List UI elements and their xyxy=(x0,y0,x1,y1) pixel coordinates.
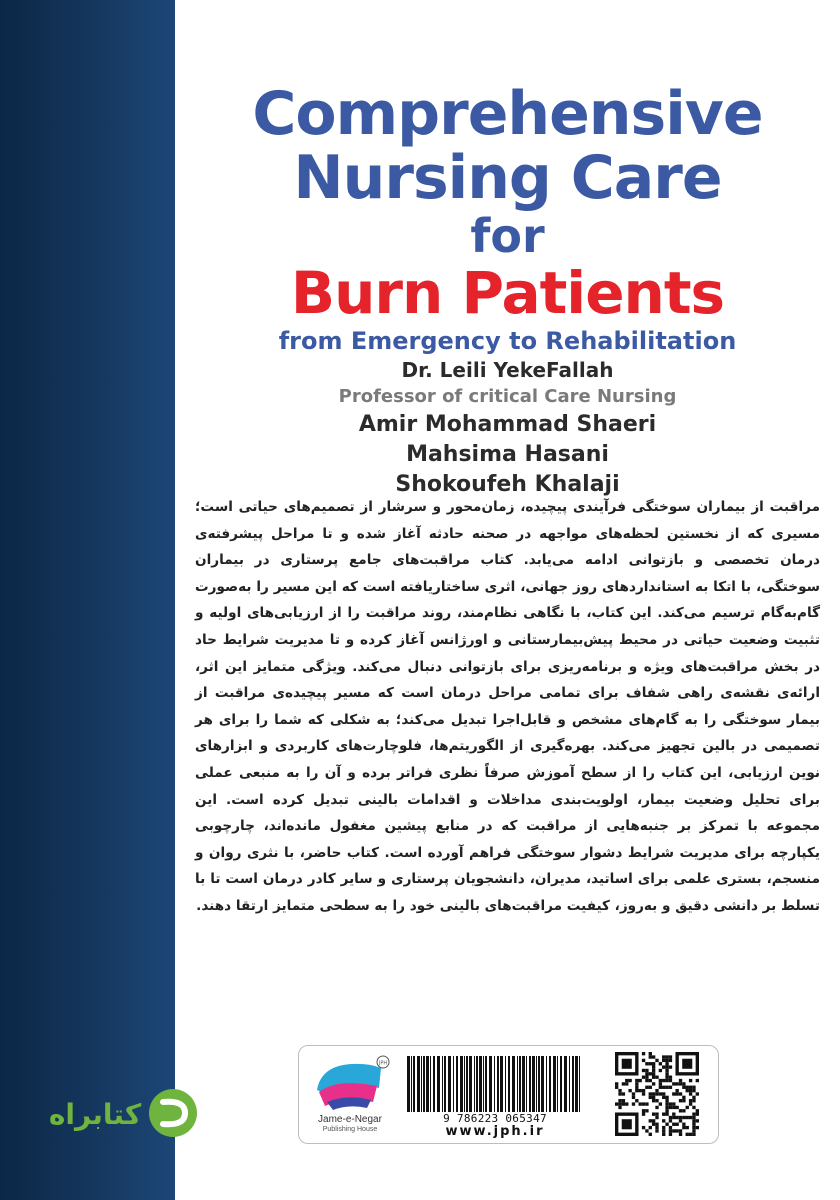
barcode-bar xyxy=(489,1056,492,1112)
qr-module xyxy=(689,1086,692,1089)
barcode-bar xyxy=(529,1056,531,1112)
publisher-badge: JPH xyxy=(378,1060,388,1067)
qr-module xyxy=(649,1119,652,1122)
qr-module xyxy=(679,1116,682,1119)
qr-module xyxy=(645,1129,648,1132)
qr-module xyxy=(642,1052,645,1055)
qr-module xyxy=(655,1116,658,1119)
barcode-bar xyxy=(546,1056,547,1112)
qr-module xyxy=(669,1059,672,1062)
barcode-bar xyxy=(541,1056,544,1112)
qr-module xyxy=(632,1102,635,1105)
qr-module xyxy=(652,1069,655,1072)
qr-module xyxy=(679,1119,682,1122)
barcode-bar xyxy=(517,1056,518,1112)
qr-module xyxy=(625,1102,628,1105)
qr-module xyxy=(672,1092,675,1095)
qr-module xyxy=(618,1089,621,1092)
qr-module xyxy=(652,1082,655,1085)
qr-module xyxy=(618,1102,621,1105)
qr-module xyxy=(622,1092,625,1095)
qr-module xyxy=(692,1106,695,1109)
barcode-bar xyxy=(569,1056,570,1112)
book-description: مراقبت از بیماران سوختگی فرآیندی پیچیده، زمان‌محور و سرشار از تصمیم‌های حیاتی است؛ مسیری که از نخستین لحظه‌های مواجهه در صحنه حادثه آغاز شده و تا مراحل پیشرفته‌ی درمان تخصصی و بازتوانی ادامه می‌یابد. کتاب مراقبت‌های جامع پرستاری در بیماران سوختگی، با اتکا به استانداردهای روز جهانی، اثری ساختاریافته است که این مسیر را به‌صورت گام‌به‌گام ترسیم می‌کند. این کتاب، با نگاهی نظام‌مند، روند مراقبت را از ارزیابی‌های اولیه و تثبیت وضعیت حیاتی در محیط پیش‌بیمارستانی و اورژانس آغاز کرده و تا مدیریت شرایط حاد در بخش مراقبت‌های ویژه و برنامه‌ریزی برای بازتوانی دنبال می‌کند. ویژگی متمایز این اثر، ارائه‌ی نقشه‌ی راهی شفاف برای تمامی مراحل درمان است که مسیر پیچیده‌ی مراقبت از بیمار سوختگی را به گام‌های مشخص و قابل‌اجرا تبدیل می‌کند؛ به شکلی که شما را برای هر تصمیمی در بالین تجهیز می‌کند. بهره‌گیری از الگوریتم‌ها، فلوچارت‌های کاربردی و ابزارهای نوین ارزیابی، این کتاب را از سطح آموزش صرفاً نظری فراتر برده و آن را به منبعی عملی برای تحلیل وضعیت بیمار، اولویت‌بندی مداخلات و اقدامات بالینی تبدیل کرده است. این مجموعه با تمرکز بر جنبه‌هایی از مراقبت که در منابع پیشین مغفول مانده‌اند، چارچوبی یکپارچه برای مدیریت شرایط دشوار سوختگی فراهم آورده است. کتاب حاضر، با نثری روان و منسجم، بستری علمی برای اساتید، مدیران، دانشجویان پرستاری و سایر کادر درمان است تا با تسلط بر دانشی دقیق و به‌روز، کیفیت مراقبت‌های بالینی خود را به سطحی متمایز ارتقا دهند. xyxy=(195,499,820,914)
qr-module xyxy=(665,1086,668,1089)
qr-module xyxy=(692,1099,695,1102)
qr-module xyxy=(662,1092,665,1095)
qr-module xyxy=(652,1119,655,1122)
qr-module xyxy=(652,1072,655,1075)
qr-module xyxy=(649,1092,652,1095)
qr-module xyxy=(689,1092,692,1095)
qr-module xyxy=(692,1112,695,1115)
qr-module xyxy=(645,1109,648,1112)
qr-module xyxy=(655,1112,658,1115)
qr-module xyxy=(655,1076,658,1079)
qr-module xyxy=(682,1099,685,1102)
qr-module xyxy=(645,1086,648,1089)
qr-module xyxy=(635,1082,638,1085)
qr-module xyxy=(618,1099,621,1102)
qr-module xyxy=(655,1092,658,1095)
qr-module xyxy=(686,1133,689,1136)
qr-module xyxy=(672,1082,675,1085)
barcode-bar xyxy=(560,1056,562,1112)
qr-module xyxy=(659,1102,662,1105)
qr-module xyxy=(642,1089,645,1092)
coauthor: Mahsima Hasani xyxy=(406,442,609,467)
qr-module xyxy=(645,1102,648,1105)
barcode-bar xyxy=(476,1056,478,1112)
barcode-bar xyxy=(536,1056,537,1112)
lead-author: Dr. Leili YekeFallah xyxy=(401,358,614,382)
qr-module xyxy=(659,1062,662,1065)
qr-module xyxy=(686,1089,689,1092)
qr-module xyxy=(689,1089,692,1092)
qr-module xyxy=(662,1086,665,1089)
qr-module xyxy=(642,1059,645,1062)
title-line-burn-patients: Burn Patients xyxy=(290,259,725,327)
barcode-bar xyxy=(442,1056,443,1112)
qr-module xyxy=(692,1129,695,1132)
qr-module xyxy=(665,1059,668,1062)
qr-module xyxy=(662,1133,665,1136)
qr-module xyxy=(682,1109,685,1112)
barcode-bar xyxy=(421,1056,422,1112)
qr-module xyxy=(689,1133,692,1136)
barcode-bar xyxy=(460,1056,463,1112)
qr-module xyxy=(696,1112,699,1115)
qr-module xyxy=(665,1062,668,1065)
qr-module xyxy=(649,1133,652,1136)
qr-module xyxy=(682,1126,685,1129)
qr-module xyxy=(679,1133,682,1136)
qr-module xyxy=(686,1126,689,1129)
barcode-bar xyxy=(433,1056,435,1112)
barcode-bar xyxy=(553,1056,556,1112)
qr-module xyxy=(669,1102,672,1105)
qr-module xyxy=(622,1082,625,1085)
qr-module xyxy=(665,1109,668,1112)
qr-module xyxy=(679,1082,682,1085)
barcode-bar xyxy=(413,1056,415,1112)
qr-module xyxy=(642,1069,645,1072)
barcode-bar xyxy=(557,1056,558,1112)
qr-module xyxy=(649,1062,652,1065)
qr-module xyxy=(655,1126,658,1129)
qr-module xyxy=(665,1106,668,1109)
qr-module xyxy=(679,1109,682,1112)
qr-module xyxy=(642,1076,645,1079)
qr-module xyxy=(665,1102,668,1105)
coauthor: Shokoufeh Khalaji xyxy=(395,472,620,497)
qr-module xyxy=(662,1126,665,1129)
qr-module xyxy=(659,1086,662,1089)
qr-module xyxy=(682,1096,685,1099)
qr-module xyxy=(692,1119,695,1122)
qr-module xyxy=(665,1055,668,1058)
qr-module xyxy=(689,1079,692,1082)
qr-module xyxy=(632,1092,635,1095)
qr-module xyxy=(645,1076,648,1079)
qr-module xyxy=(662,1059,665,1062)
qr-module xyxy=(665,1069,668,1072)
qr-module xyxy=(665,1079,668,1082)
qr-module xyxy=(669,1119,672,1122)
publisher-info-box xyxy=(298,1045,719,1144)
barcode-bar xyxy=(466,1056,468,1112)
qr-module xyxy=(652,1112,655,1115)
qr-module xyxy=(669,1116,672,1119)
qr-module xyxy=(692,1096,695,1099)
qr-module xyxy=(692,1089,695,1092)
back-cover xyxy=(48,0,840,1200)
qr-module xyxy=(652,1123,655,1126)
publisher-name: Jame-e-Negar xyxy=(318,1114,382,1125)
qr-module xyxy=(649,1055,652,1058)
qr-module xyxy=(615,1082,618,1085)
qr-module xyxy=(686,1116,689,1119)
barcode-bar xyxy=(500,1056,503,1112)
qr-module xyxy=(665,1065,668,1068)
qr-module xyxy=(686,1086,689,1089)
qr-module xyxy=(649,1079,652,1082)
qr-module xyxy=(659,1082,662,1085)
qr-module xyxy=(669,1065,672,1068)
qr-module xyxy=(655,1106,658,1109)
qr-module xyxy=(696,1109,699,1112)
qr-module xyxy=(692,1123,695,1126)
qr-module xyxy=(649,1126,652,1129)
store-logo-ketabrah xyxy=(35,1082,205,1144)
qr-module xyxy=(692,1133,695,1136)
qr-module xyxy=(635,1089,638,1092)
qr-module xyxy=(615,1086,618,1089)
qr-module xyxy=(652,1062,655,1065)
barcode-bar xyxy=(572,1056,574,1112)
qr-module xyxy=(655,1123,658,1126)
qr-module xyxy=(675,1089,678,1092)
qr-module xyxy=(682,1086,685,1089)
publisher-logo xyxy=(307,1052,393,1138)
qr-module xyxy=(672,1123,675,1126)
qr-module xyxy=(652,1055,655,1058)
qr-module xyxy=(682,1059,692,1069)
qr-module xyxy=(682,1082,685,1085)
qr-module xyxy=(689,1116,692,1119)
author-list xyxy=(175,356,840,500)
barcode-bar xyxy=(479,1056,482,1112)
isbn-barcode xyxy=(405,1056,585,1114)
qr-module xyxy=(689,1102,692,1105)
qr-module xyxy=(652,1065,655,1068)
qr-module xyxy=(686,1106,689,1109)
qr-module xyxy=(672,1116,675,1119)
qr-module xyxy=(682,1123,685,1126)
qr-module xyxy=(642,1126,645,1129)
qr-module xyxy=(662,1096,665,1099)
barcode-bar xyxy=(564,1056,567,1112)
qr-module xyxy=(662,1079,665,1082)
barcode-bar xyxy=(456,1056,458,1112)
qr-module xyxy=(675,1082,678,1085)
qr-module xyxy=(645,1072,648,1075)
barcode-bar xyxy=(508,1056,510,1112)
barcode-bar xyxy=(430,1056,431,1112)
qr-module xyxy=(692,1116,695,1119)
barcode-bar xyxy=(505,1056,506,1112)
qr-module xyxy=(652,1092,655,1095)
qr-module xyxy=(672,1129,675,1132)
qr-module xyxy=(659,1069,662,1072)
barcode-bar xyxy=(519,1056,521,1112)
qr-module xyxy=(635,1086,638,1089)
barcode-bar xyxy=(483,1056,484,1112)
qr-module xyxy=(625,1079,628,1082)
barcode-bar xyxy=(512,1056,515,1112)
title-line-for: for xyxy=(470,209,545,263)
qr-module xyxy=(655,1089,658,1092)
barcode-bar xyxy=(538,1056,540,1112)
qr-module xyxy=(622,1099,625,1102)
qr-module xyxy=(665,1076,668,1079)
qr-module xyxy=(692,1086,695,1089)
publisher-tagline: Publishing House xyxy=(322,1126,378,1133)
qr-module xyxy=(622,1059,632,1069)
qr-module xyxy=(679,1099,682,1102)
qr-module xyxy=(652,1096,655,1099)
qr-module xyxy=(675,1106,678,1109)
qr-module xyxy=(672,1112,675,1115)
publisher-logo-icon xyxy=(307,1052,393,1114)
qr-module xyxy=(682,1116,685,1119)
qr-module xyxy=(675,1123,678,1126)
qr-module xyxy=(665,1099,668,1102)
title-line-nursing-care: Nursing Care xyxy=(293,143,722,213)
qr-module xyxy=(622,1102,625,1105)
barcode-bar xyxy=(448,1056,451,1112)
qr-module xyxy=(659,1092,662,1095)
qr-module xyxy=(649,1086,652,1089)
barcode-bar xyxy=(532,1056,535,1112)
barcode-bar xyxy=(464,1056,465,1112)
qr-module xyxy=(622,1119,632,1129)
barcode-bar xyxy=(411,1056,412,1112)
barcode-bar xyxy=(526,1056,527,1112)
qr-module xyxy=(625,1082,628,1085)
qr-module xyxy=(696,1092,699,1095)
qr-module xyxy=(696,1126,699,1129)
qr-module xyxy=(665,1112,668,1115)
qr-module xyxy=(642,1092,645,1095)
qr-module xyxy=(642,1112,645,1115)
qr-module xyxy=(696,1119,699,1122)
qr-module xyxy=(635,1079,638,1082)
qr-code xyxy=(615,1052,699,1136)
qr-module xyxy=(665,1072,668,1075)
qr-module xyxy=(679,1129,682,1132)
qr-module xyxy=(689,1099,692,1102)
qr-module xyxy=(665,1123,668,1126)
barcode-bar xyxy=(423,1056,425,1112)
barcode-bar xyxy=(575,1056,578,1112)
qr-module xyxy=(628,1089,631,1092)
qr-module xyxy=(672,1106,675,1109)
qr-module xyxy=(692,1126,695,1129)
barcode-bar xyxy=(469,1056,472,1112)
qr-module xyxy=(669,1106,672,1109)
qr-module xyxy=(669,1079,672,1082)
qr-module xyxy=(669,1055,672,1058)
qr-module xyxy=(618,1106,621,1109)
qr-module xyxy=(645,1069,648,1072)
barcode-bar xyxy=(549,1056,551,1112)
qr-module xyxy=(669,1133,672,1136)
qr-module xyxy=(662,1119,665,1122)
book-spine-band xyxy=(0,0,175,1200)
qr-module xyxy=(652,1099,655,1102)
lead-author-role: Professor of critical Care Nursing xyxy=(338,386,677,407)
barcode-bar xyxy=(444,1056,446,1112)
barcode-bar xyxy=(474,1056,475,1112)
qr-module xyxy=(642,1109,645,1112)
qr-module xyxy=(662,1129,665,1132)
qr-module xyxy=(632,1096,635,1099)
barcode-bar xyxy=(417,1056,420,1112)
barcode-bar xyxy=(494,1056,495,1112)
qr-module xyxy=(655,1129,658,1132)
qr-module xyxy=(649,1052,652,1055)
qr-module xyxy=(665,1096,668,1099)
qr-module xyxy=(645,1079,648,1082)
book-title xyxy=(175,79,840,356)
qr-module xyxy=(669,1129,672,1132)
coauthor: Amir Mohammad Shaeri xyxy=(358,412,657,437)
qr-module xyxy=(669,1076,672,1079)
qr-module xyxy=(649,1096,652,1099)
barcode-bar xyxy=(426,1056,429,1112)
qr-module xyxy=(669,1086,672,1089)
barcode-bar xyxy=(485,1056,487,1112)
qr-module xyxy=(635,1099,638,1102)
qr-module xyxy=(679,1079,682,1082)
qr-module xyxy=(639,1089,642,1092)
qr-module xyxy=(639,1102,642,1105)
qr-module xyxy=(675,1116,678,1119)
qr-module xyxy=(628,1079,631,1082)
barcode-bar xyxy=(497,1056,499,1112)
qr-module xyxy=(655,1059,658,1062)
qr-module xyxy=(662,1055,665,1058)
title-line-comprehensive: Comprehensive xyxy=(252,79,763,149)
qr-module xyxy=(649,1072,652,1075)
qr-module xyxy=(696,1079,699,1082)
qr-module xyxy=(655,1099,658,1102)
qr-module xyxy=(675,1092,678,1095)
qr-module xyxy=(652,1076,655,1079)
qr-module xyxy=(639,1079,642,1082)
barcode-bar xyxy=(579,1056,580,1112)
store-name: کتابراه xyxy=(48,1098,142,1131)
qr-module xyxy=(618,1092,621,1095)
publisher-website: www.jph.ir xyxy=(445,1124,545,1139)
qr-module xyxy=(669,1126,672,1129)
barcode-bar xyxy=(522,1056,525,1112)
qr-module xyxy=(672,1102,675,1105)
qr-module xyxy=(675,1129,678,1132)
barcode-bar xyxy=(437,1056,440,1112)
qr-module xyxy=(679,1092,682,1095)
barcode-bar xyxy=(407,1056,410,1112)
isbn-number: 9 786223 065347 xyxy=(443,1112,547,1125)
barcode-bar xyxy=(453,1056,454,1112)
book-subtitle: from Emergency to Rehabilitation xyxy=(278,327,737,355)
qr-module xyxy=(615,1102,618,1105)
qr-module xyxy=(642,1102,645,1105)
qr-module xyxy=(662,1112,665,1115)
qr-module xyxy=(662,1065,665,1068)
qr-module xyxy=(659,1079,662,1082)
qr-module xyxy=(645,1062,648,1065)
